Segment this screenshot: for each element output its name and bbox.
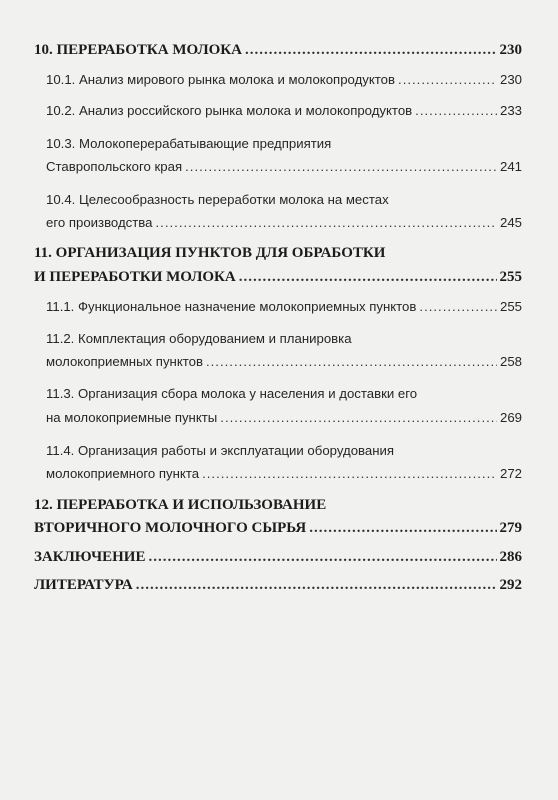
leader-dots <box>398 72 497 87</box>
leader-dots <box>309 520 496 537</box>
toc-chapter-11-line1[interactable]: 11. ОРГАНИЗАЦИЯ ПУНКТОВ ДЛЯ ОБРАБОТКИ <box>34 245 386 261</box>
toc-chapter-12[interactable] <box>34 520 522 537</box>
toc-entry-title: 10. ПЕРЕРАБОТКА МОЛОКА <box>34 42 242 58</box>
toc-literature[interactable] <box>34 577 522 594</box>
toc-entry-title: ЛИТЕРАТУРА <box>34 577 133 593</box>
toc-section-11-4[interactable] <box>46 466 522 481</box>
toc-section-10-4-line1[interactable]: 10.4. Целесообразность переработки молока на местах <box>46 192 389 207</box>
leader-dots <box>206 354 497 369</box>
toc-section-11-1[interactable] <box>46 299 522 314</box>
toc-page-number: 230 <box>499 72 522 87</box>
toc-entry-title: молокоприемных пунктов <box>46 354 203 369</box>
toc-entry-title: ВТОРИЧНОГО МОЛОЧНОГО СЫРЬЯ <box>34 520 307 536</box>
toc-entry-title: 10.1. Анализ мирового рынка молока и молокопродуктов <box>46 72 396 87</box>
toc-section-11-4-line1[interactable]: 11.4. Организация работы и эксплуатации оборудования <box>46 443 395 458</box>
toc-section-11-3[interactable] <box>46 410 522 425</box>
toc-entry-title: на молокоприемные пункты <box>46 410 218 425</box>
toc-page-number: 269 <box>499 410 522 425</box>
toc-page-number: 233 <box>499 103 522 118</box>
leader-dots <box>136 577 497 594</box>
toc-section-10-1[interactable] <box>46 72 522 87</box>
toc-page-number: 258 <box>499 354 522 369</box>
toc-section-10-4[interactable] <box>46 215 522 230</box>
toc-entry-title: Ставропольского края <box>46 159 183 174</box>
leader-dots <box>156 215 497 230</box>
leader-dots <box>415 103 497 118</box>
toc-entry-title: И ПЕРЕРАБОТКИ МОЛОКА <box>34 269 236 285</box>
leader-dots <box>220 410 497 425</box>
toc-page-number: 272 <box>499 466 522 481</box>
leader-dots <box>245 42 497 59</box>
leader-dots <box>419 299 497 314</box>
toc-page-number: 245 <box>499 215 522 230</box>
toc-section-10-3[interactable] <box>46 159 522 174</box>
toc-page-number: 292 <box>499 577 522 593</box>
toc-page-number: 241 <box>499 159 522 174</box>
toc-page-number: 255 <box>499 299 522 314</box>
toc-page-number: 255 <box>499 269 522 285</box>
toc-section-11-2-line1[interactable]: 11.2. Комплектация оборудованием и планировка <box>46 331 352 346</box>
toc-entry-title: молокоприемного пункта <box>46 466 200 481</box>
toc-section-10-3-line1[interactable]: 10.3. Молокоперерабатывающие предприятия <box>46 136 332 151</box>
toc-chapter-11[interactable] <box>34 269 522 286</box>
toc-section-11-2[interactable] <box>46 354 522 369</box>
toc-entry-title: ЗАКЛЮЧЕНИЕ <box>34 549 146 565</box>
toc-entry-title: его производства <box>46 215 153 230</box>
leader-dots <box>148 549 496 566</box>
toc-conclusion[interactable] <box>34 549 522 566</box>
leader-dots <box>185 159 497 174</box>
toc-section-11-3-line1[interactable]: 11.3. Организация сбора молока у населения и доставки его <box>46 386 418 401</box>
toc-section-10-2[interactable] <box>46 103 522 118</box>
toc-page-number: 286 <box>499 549 522 565</box>
leader-dots <box>202 466 497 481</box>
toc-entry-title: 11.1. Функциональное назначение молокоприемных пунктов <box>46 299 417 314</box>
toc-page-number: 230 <box>499 42 522 58</box>
toc-chapter-12-line1[interactable]: 12. ПЕРЕРАБОТКА И ИСПОЛЬЗОВАНИЕ <box>34 497 327 513</box>
leader-dots <box>239 269 497 286</box>
toc-entry-title: 10.2. Анализ российского рынка молока и молокопродуктов <box>46 103 413 118</box>
toc-page-number: 279 <box>499 520 522 536</box>
toc-chapter-10[interactable] <box>34 42 522 59</box>
